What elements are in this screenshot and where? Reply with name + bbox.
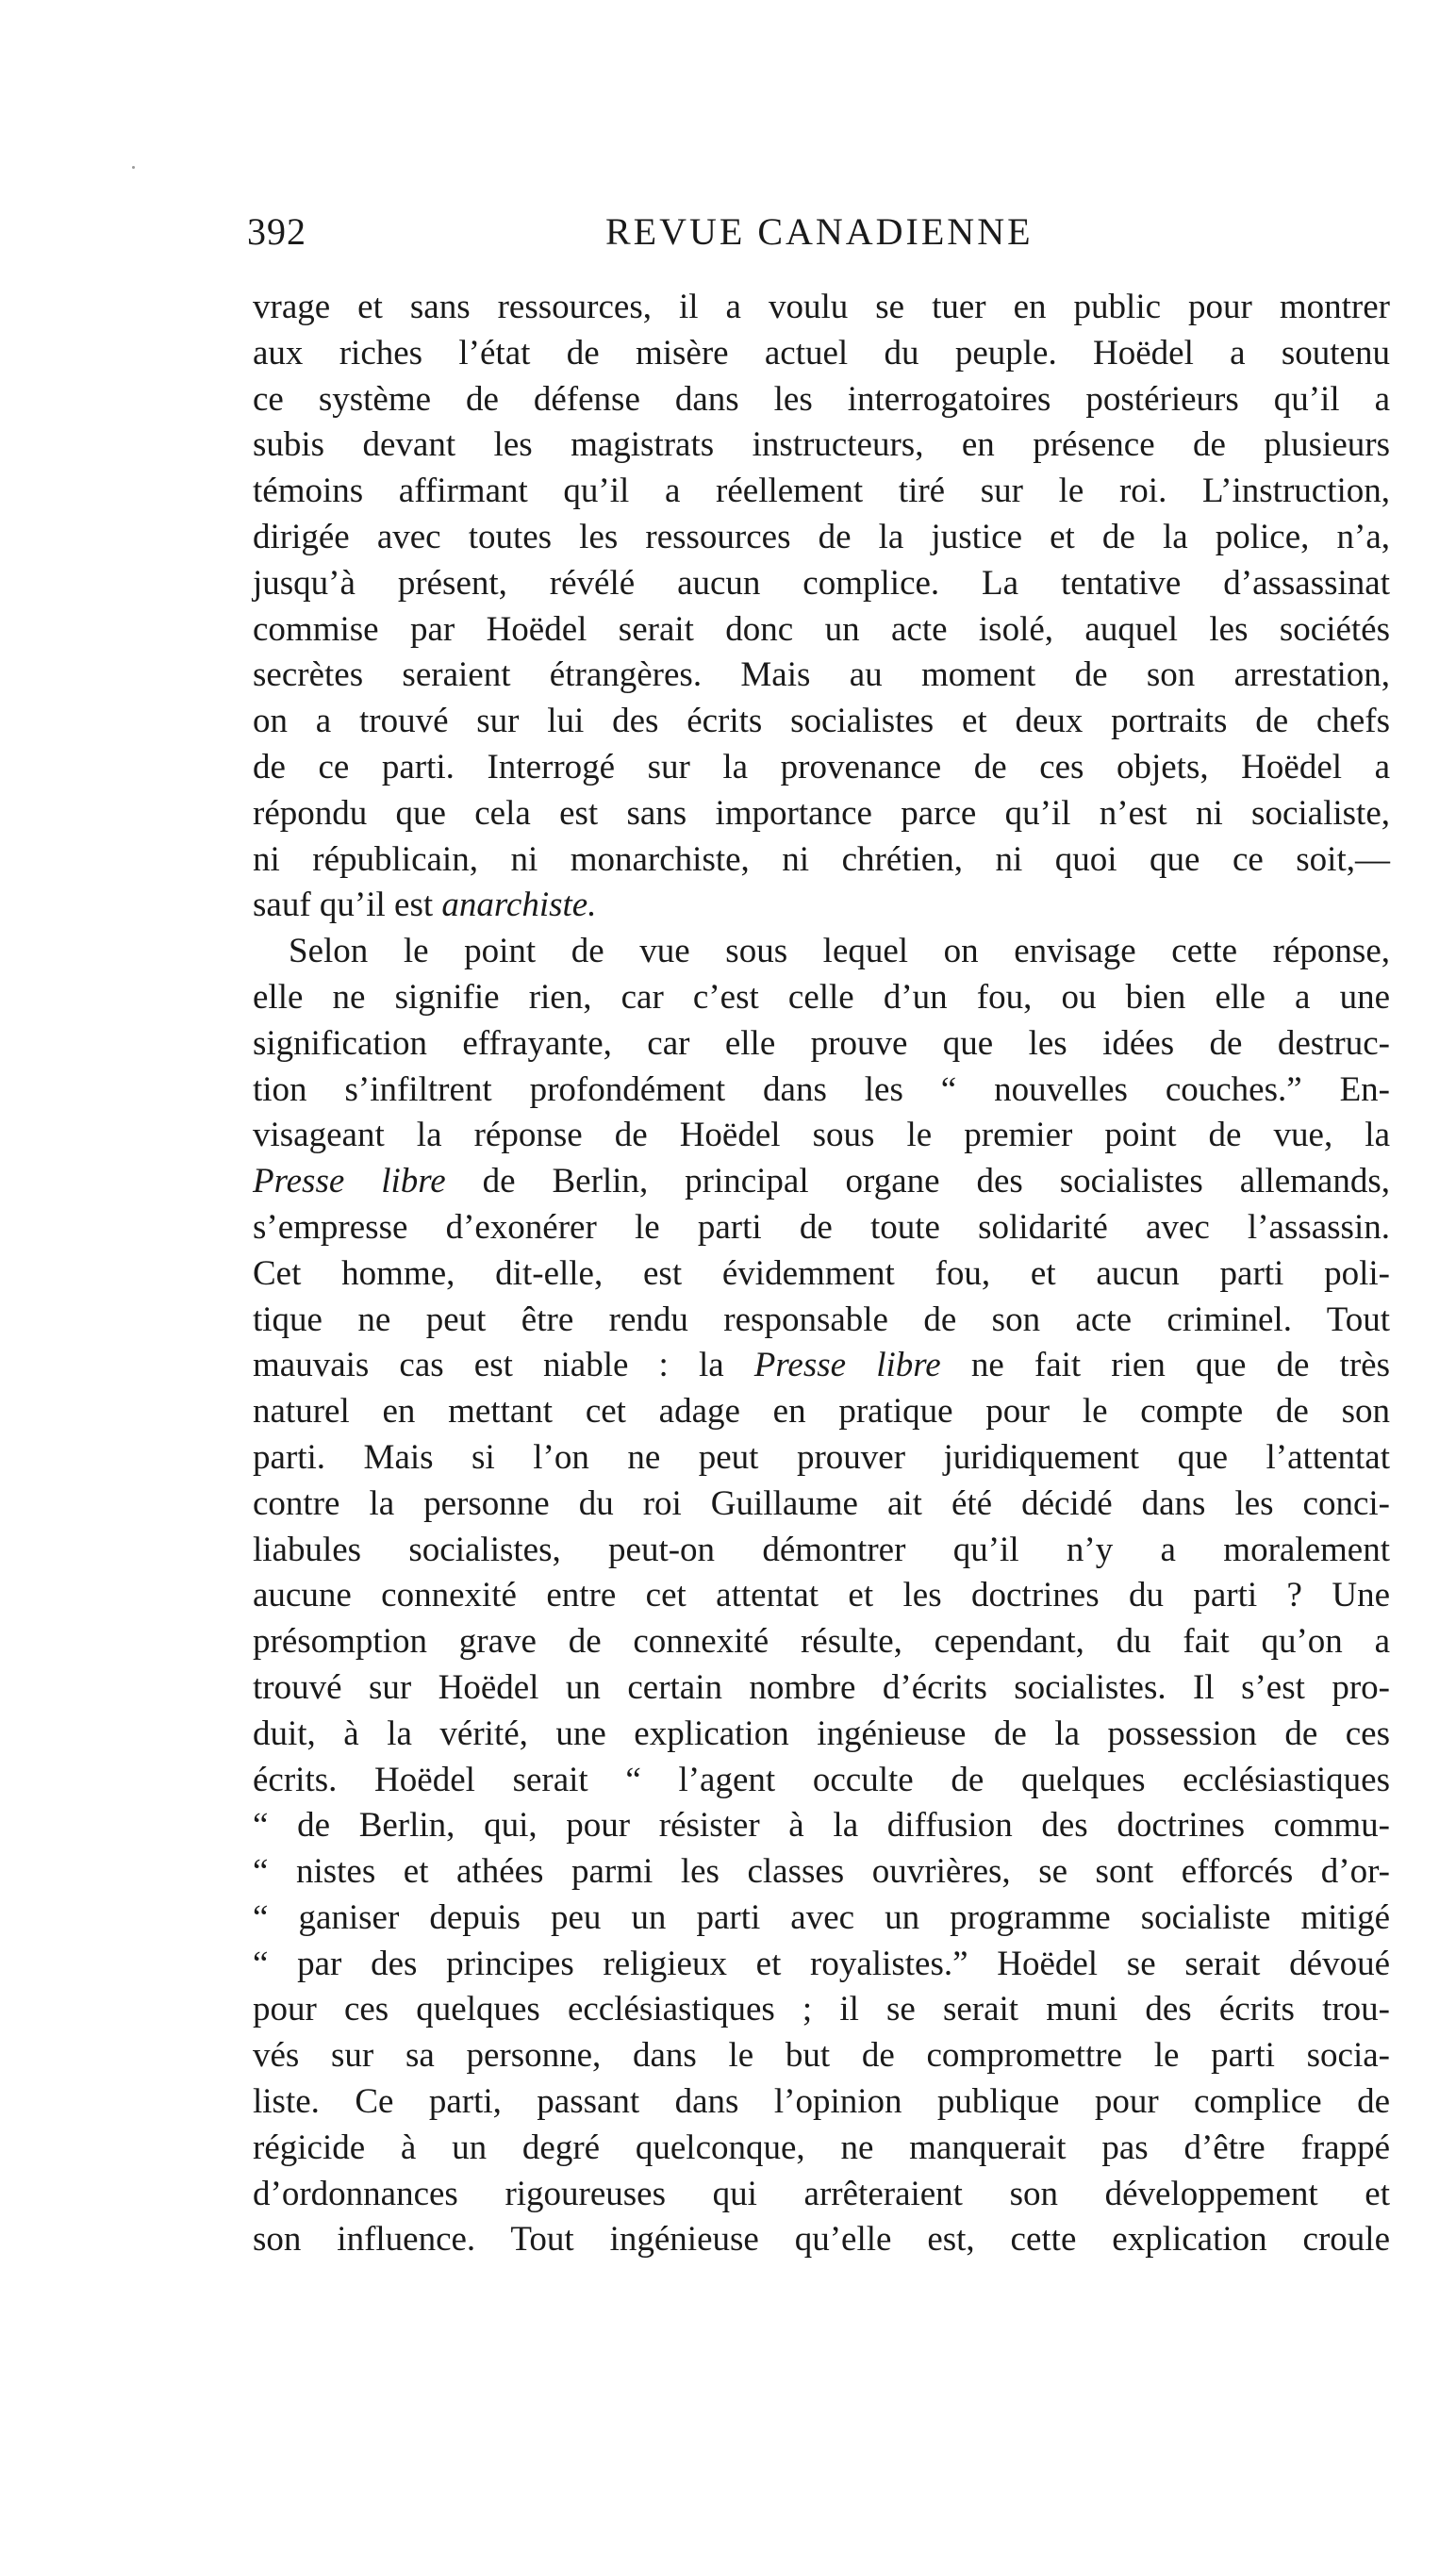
text-line: naturel en mettant cet adage en pratique pour le compte de son	[253, 1392, 1390, 1432]
text-line: répondu que cela est sans importance parce qu’il n’est ni socialiste,	[253, 793, 1390, 833]
text-line: duit, à la vérité, une explication ingénieuse de la possession de ces	[253, 1714, 1390, 1753]
text-line: régicide à un degré quelconque, ne manquerait pas d’être frappé	[253, 2128, 1390, 2167]
text-line: parti. Mais si l’on ne peut prouver juridiquement que l’attentat	[253, 1437, 1390, 1477]
text-line: s’empresse d’exonérer le parti de toute solidarité avec l’assassin.	[253, 1207, 1390, 1247]
text-line: signification effrayante, car elle prouve que les idées de destruc-	[253, 1023, 1390, 1063]
text-line: “ ganiser depuis peu un parti avec un programme socialiste mitigé	[253, 1897, 1390, 1937]
text-line: “ nistes et athées parmi les classes ouvrières, se sont efforcés d’or-	[253, 1852, 1390, 1892]
text-line: ce système de défense dans les interrogatoires postérieurs qu’il a	[253, 379, 1390, 419]
text-line: tique ne peut être rendu responsable de son acte criminel. Tout	[253, 1300, 1390, 1339]
text-line: de ce parti. Interrogé sur la provenance de ces objets, Hoëdel a	[253, 747, 1390, 787]
text-line: on a trouvé sur lui des écrits socialistes et deux portraits de chefs	[253, 702, 1390, 741]
text-line: écrits. Hoëdel serait “ l’agent occulte de quelques ecclésiastiques	[253, 1760, 1390, 1799]
text-line	[253, 1343, 1390, 1389]
text-line: d’ordonnances rigoureuses qui arrêteraient son développement et	[253, 2174, 1390, 2213]
text-line: vrage et sans ressources, il a voulu se tuer en public pour montrer	[253, 288, 1390, 326]
text-line	[253, 1159, 1390, 1205]
text-line: contre la personne du roi Guillaume ait été décidé dans les conci-	[253, 1483, 1390, 1523]
running-title: REVUE CANADIENNE	[605, 210, 1034, 253]
page-number: 392	[247, 210, 306, 253]
text-line: jusqu’à présent, révélé aucun complice. La tentative d’assassinat	[253, 563, 1390, 603]
text-line	[253, 883, 1390, 929]
text-line: “ par des principes religieux et royalistes.” Hoëdel se serait dévoué	[253, 1944, 1390, 1983]
text-line: liabules socialistes, peut-on démontrer qu’il n’y a moralement	[253, 1530, 1390, 1569]
text-line: trouvé sur Hoëdel un certain nombre d’écrits socialistes. Il s’est pro-	[253, 1667, 1390, 1707]
text-line: aux riches l’état de misère actuel du peuple. Hoëdel a soutenu	[253, 333, 1390, 373]
text-line: commise par Hoëdel serait donc un acte isolé, auquel les sociétés	[253, 609, 1390, 649]
italic-title: Presse libre	[253, 1162, 446, 1201]
text-line: présomption grave de connexité résulte, cependant, du fait qu’on a	[253, 1622, 1390, 1662]
text-run: mauvais cas est niable : la	[253, 1346, 754, 1385]
text-line: elle ne signifie rien, car c’est celle d’un fou, ou bien elle a une	[253, 977, 1390, 1017]
text-line: tion s’infiltrent profondément dans les “ nouvelles couches.” En-	[253, 1069, 1390, 1109]
text-line: aucune connexité entre cet attentat et les doctrines du parti ? Une	[253, 1576, 1390, 1615]
text-line: “ de Berlin, qui, pour résister à la diffusion des doctrines commu-	[253, 1806, 1390, 1846]
text-line: Cet homme, dit-elle, est évidemment fou, et aucun parti poli-	[253, 1253, 1390, 1293]
text-line: témoins affirmant qu’il a réellement tiré sur le roi. L’instruction,	[253, 472, 1390, 511]
text-line: Selon le point de vue sous lequel on envisage cette réponse,	[289, 932, 1390, 971]
text-line: ni républicain, ni monarchiste, ni chrétien, ni quoi que ce soit,—	[253, 839, 1390, 879]
italic-word: anarchiste.	[441, 886, 597, 925]
text-run: sauf qu’il est	[253, 886, 442, 925]
text-line: dirigée avec toutes les ressources de la justice et de la police, n’a,	[253, 517, 1390, 556]
text-line: secrètes seraient étrangères. Mais au moment de son arrestation,	[253, 655, 1390, 695]
text-line: visageant la réponse de Hoëdel sous le premier point de vue, la	[253, 1116, 1390, 1155]
paragraph-2	[253, 929, 1390, 2263]
text-line: liste. Ce parti, passant dans l’opinion publique pour complice de	[253, 2082, 1390, 2122]
paragraph-1	[253, 285, 1390, 929]
body-text	[253, 285, 1390, 2263]
text-run: de Berlin, principal organe des socialistes allemands,	[445, 1162, 1390, 1201]
scan-speck	[132, 166, 135, 169]
text-line: vés sur sa personne, dans le but de compromettre le parti socia-	[253, 2036, 1390, 2076]
page-header	[247, 209, 1394, 266]
text-line: pour ces quelques ecclésiastiques ; il se serait muni des écrits trou-	[253, 1990, 1390, 2029]
italic-title: Presse libre	[753, 1346, 941, 1385]
text-line: son influence. Tout ingénieuse qu’elle est, cette explication croule	[253, 2220, 1390, 2260]
text-run: ne fait rien que de très	[940, 1346, 1390, 1385]
text-line: subis devant les magistrats instructeurs, en présence de plusieurs	[253, 425, 1390, 465]
